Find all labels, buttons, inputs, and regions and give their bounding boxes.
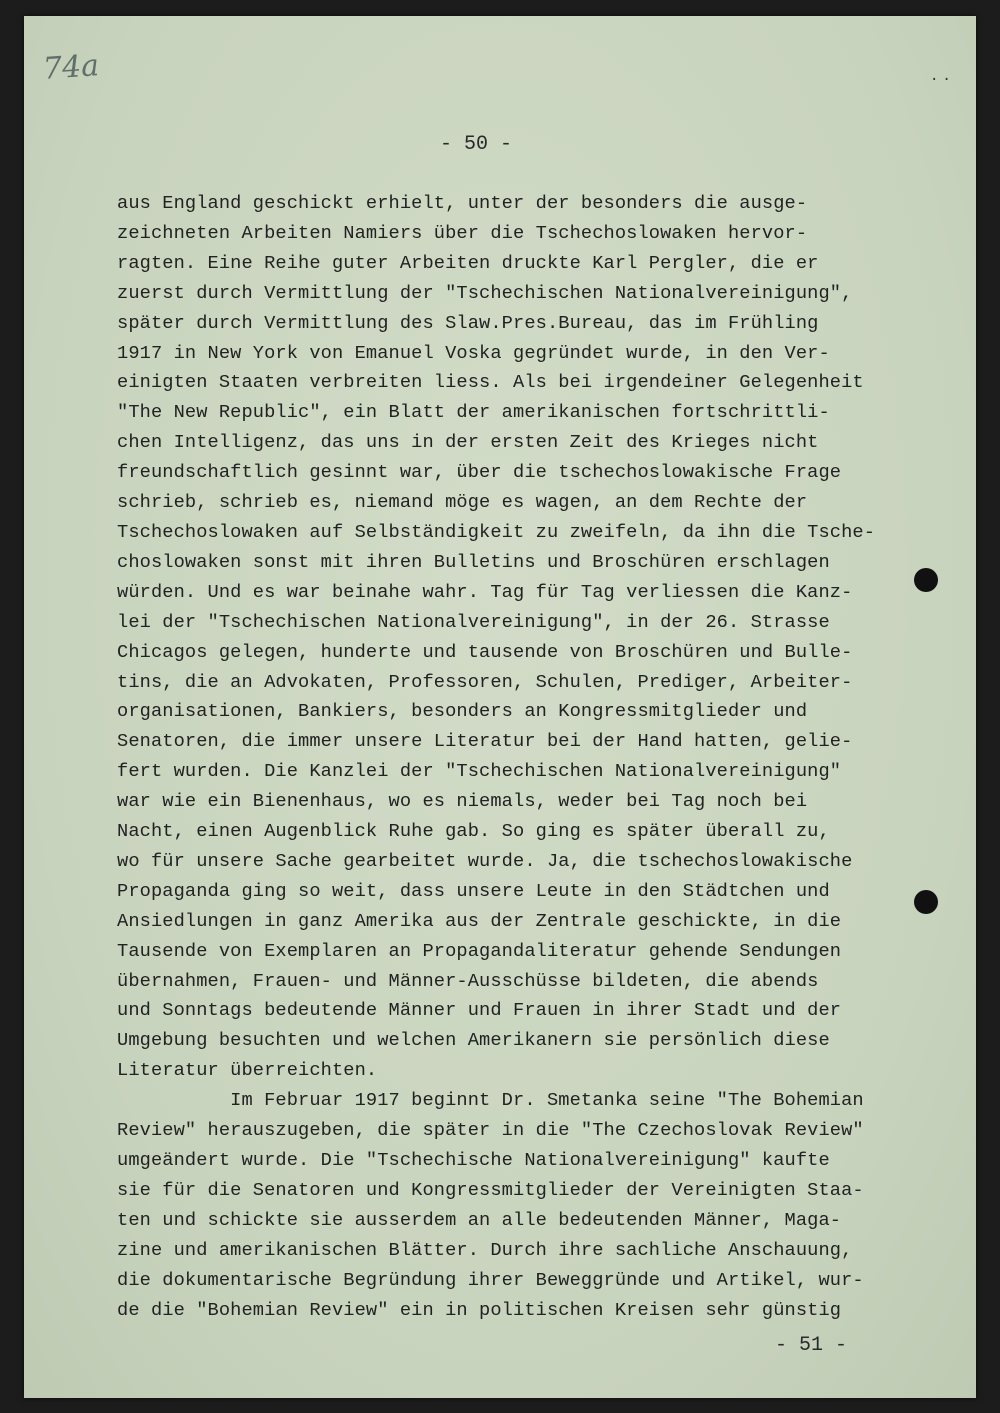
text-line: freundschaftlich gesinnt war, über die tschechoslowakische Frage (117, 461, 842, 484)
text-line: ragten. Eine Reihe guter Arbeiten druckte Karl Pergler, die er (117, 251, 819, 274)
text-line: würden. Und es war beinahe wahr. Tag für Tag verliessen die Kanz- (117, 580, 853, 603)
text-line: "The New Republic", ein Blatt der amerikanischen fortschrittli- (117, 401, 830, 424)
text-line: lei der "Tschechischen Nationalvereinigung", in der 26. Strasse (117, 610, 830, 633)
text-line: die dokumentarische Begründung ihrer Beweggründe und Artikel, wur- (117, 1268, 864, 1291)
text-line: Tschechoslowaken auf Selbständigkeit zu zweifeln, da ihn die Tsche- (117, 520, 876, 543)
text-line: Ansiedlungen in ganz Amerika aus der Zentrale geschickte, in die (117, 909, 842, 932)
text-line: de die "Bohemian Review" ein in politischen Kreisen sehr günstig (117, 1298, 842, 1321)
text-line: zeichneten Arbeiten Namiers über die Tschechoslowaken hervor- (117, 221, 808, 244)
text-line: Tausende von Exemplaren an Propagandaliteratur gehende Sendungen (117, 939, 842, 962)
text-line: zuerst durch Vermittlung der "Tschechischen Nationalvereinigung", (117, 281, 853, 304)
corner-mark: .. (930, 68, 955, 84)
text-line: und Sonntags bedeutende Männer und Frauen in ihrer Stadt und der (117, 999, 842, 1022)
text-line: umgeändert wurde. Die "Tschechische Nationalvereinigung" kaufte (117, 1149, 830, 1171)
text-line: chen Intelligenz, das uns in der ersten Zeit des Krieges nicht (117, 431, 819, 454)
text-line: aus England geschickt erhielt, unter der besonders die ausge- (117, 192, 808, 214)
page-number-bottom: - 51 - (775, 1334, 848, 1357)
text-line: einigten Staaten verbreiten liess. Als bei irgendeiner Gelegenheit (117, 371, 864, 394)
text-line: Umgebung besuchten und welchen Amerikanern sie persönlich diese (117, 1029, 830, 1052)
text-line: ten und schickte sie ausserdem an alle bedeutenden Männer, Maga- (117, 1208, 842, 1231)
text-line: Senatoren, die immer unsere Literatur bei der Hand hatten, gelie- (117, 730, 853, 753)
text-line: sie für die Senatoren und Kongressmitglieder der Vereinigten Staa- (117, 1178, 864, 1201)
typewritten-body (117, 189, 917, 1325)
text-line: Nacht, einen Augenblick Ruhe gab. So ging es später überall zu, (117, 820, 830, 843)
punch-hole-lower (914, 890, 938, 914)
text-line: später durch Vermittlung des Slaw.Pres.Bureau, das im Frühling (117, 311, 819, 334)
text-line: tins, die an Advokaten, Professoren, Schulen, Prediger, Arbeiter- (117, 670, 853, 693)
text-line: Im Februar 1917 beginnt Dr. Smetanka seine "The Bohemian (117, 1089, 864, 1112)
text-line: Propaganda ging so weit, dass unsere Leute in den Städtchen und (117, 879, 830, 902)
text-line: choslowaken sonst mit ihren Bulletins und Broschüren erschlagen (117, 550, 830, 573)
text-line: schrieb, schrieb es, niemand möge es wagen, an dem Rechte der (117, 491, 808, 514)
page-number-top: - 50 - (440, 133, 513, 156)
text-line: übernahmen, Frauen- und Männer-Ausschüsse bildeten, die abends (117, 969, 819, 992)
text-line: zine und amerikanischen Blätter. Durch ihre sachliche Anschauung, (117, 1238, 853, 1261)
text-line: Review" herauszugeben, die später in die "The Czechoslovak Review" (117, 1119, 864, 1142)
handwritten-archive-number: 74a (41, 48, 101, 87)
text-line: Chicagos gelegen, hunderte und tausende von Broschüren und Bulle- (117, 640, 853, 663)
punch-hole-upper (914, 568, 938, 592)
text-line: fert wurden. Die Kanzlei der "Tschechischen Nationalvereinigung" (117, 760, 842, 783)
text-line: war wie ein Bienenhaus, wo es niemals, weder bei Tag noch bei (117, 790, 808, 813)
text-line: Literatur überreichten. (117, 1059, 378, 1082)
text-line: 1917 in New York von Emanuel Voska gegründet wurde, in den Ver- (117, 341, 830, 364)
text-line: wo für unsere Sache gearbeitet wurde. Ja, die tschechoslowakische (117, 849, 853, 872)
text-line: organisationen, Bankiers, besonders an Kongressmitglieder und (117, 700, 808, 723)
